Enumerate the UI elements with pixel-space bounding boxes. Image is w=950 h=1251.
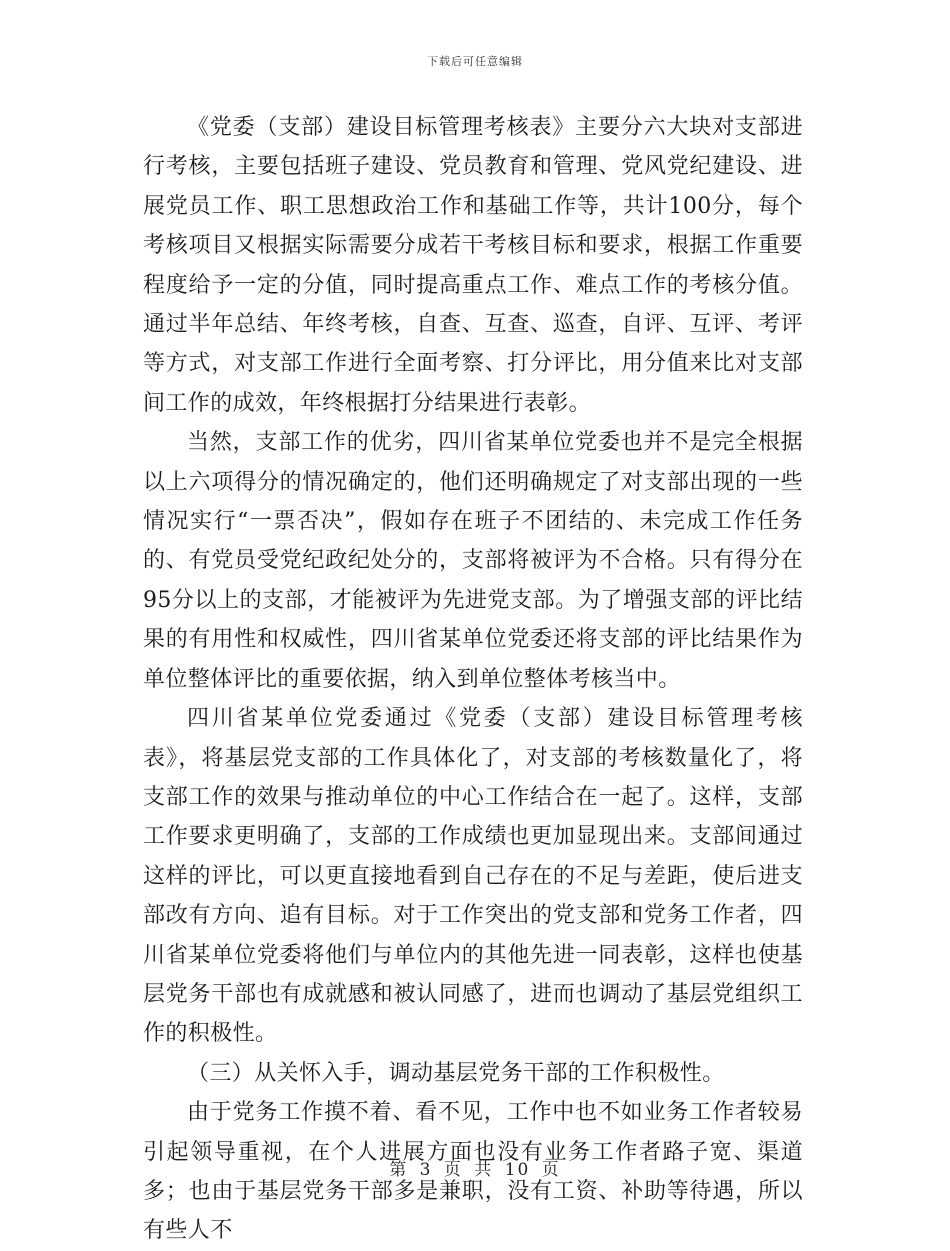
paragraph-one-vote-veto: 当然，支部工作的优劣，四川省某单位党委也并不是完全根据以上六项得分的情况确定的，他们还明确规定了对支部出现的一些情况实行“一票否决”，假如存在班子不团结的、未完成工作任务的、有党员受党纪政纪处分的，支部将被评为不合格。只有得分在95分以上的支部，才能被评为先进党支部。为了增强支部的评比结果的有用性和权威性，四川省某单位党委还将支部的评比结果作为单位整体评比的重要依据，纳入到单位整体考核当中。 bbox=[143, 430, 803, 692]
document-body bbox=[143, 108, 803, 1251]
section-heading-care: （三）从关怀入手，调动基层党务干部的工作积极性。 bbox=[187, 1060, 725, 1086]
paragraph-assessment-table: 《党委（支部）建设目标管理考核表》主要分六大块对支部进行考核，主要包括班子建设、党员教育和管理、党风党纪建设、进展党员工作、职工思想政治工作和基础工作等，共计100分，每个考核项目又根据实际需要分成若干考核目标和要求，根据工作重要程度给予一定的分值，同时提高重点工作、难点工作的考核分值。通过半年总结、年终考核，自查、互查、巡查，自评、互评、考评等方式，对支部工作进行全面考察、打分评比，用分值来比对支部间工作的成效，年终根据打分结果进行表彰。 bbox=[143, 115, 803, 416]
header-note: 下载后可任意编辑 bbox=[427, 55, 523, 68]
page-number: 第 3 页 共 10 页 bbox=[389, 1160, 561, 1180]
paragraph-effects: 四川省某单位党委通过《党委（支部）建设目标管理考核表》，将基层党支部的工作具体化了，对支部的考核数量化了，将支部工作的效果与推动单位的中心工作结合在一起了。这样，支部工作要求更明确了，支部的工作成绩也更加显现出来。支部间通过这样的评比，可以更直接地看到自己存在的不足与差距，使后进支部改有方向、追有目标。对于工作突出的党支部和党务工作者，四川省某单位党委将他们与单位内的其他先进一同表彰，这样也使基层党务干部也有成就感和被认同感了，进而也调动了基层党组织工作的积极性。 bbox=[143, 706, 803, 1047]
paragraph-party-work-reasons: 由于党务工作摸不着、看不见，工作中也不如业务工作者较易引起领导重视，在个人进展方面也没有业务工作者路子宽、渠道多；也由于基层党务干部多是兼职，没有工资、补助等待遇，所以有些人不 bbox=[143, 1100, 803, 1244]
